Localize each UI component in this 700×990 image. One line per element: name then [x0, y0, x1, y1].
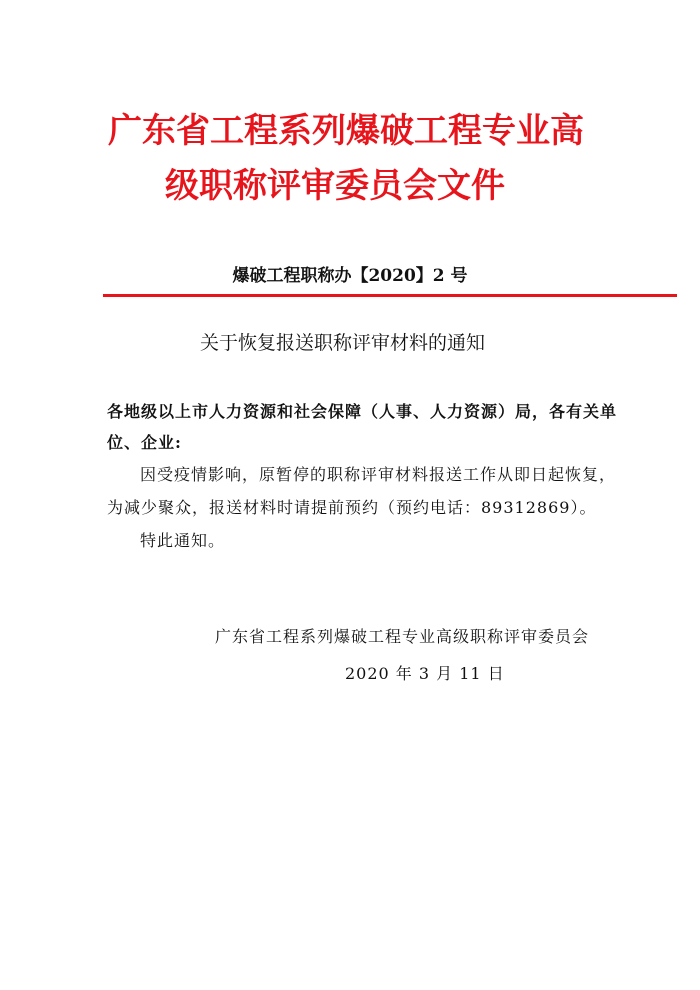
issuer-signature: 广东省工程系列爆破工程专业高级职称评审委员会 [215, 627, 590, 646]
document-number: 爆破工程职称办【2020】2 号 [232, 266, 468, 286]
addressee-line2: 位、企业: [107, 433, 182, 452]
addressee-line1: 各地级以上市人力资源和社会保障（人事、人力资源）局，各有关单 [107, 402, 618, 421]
closing-text: 特此通知。 [140, 531, 226, 550]
body-paragraph-line1: 因受疫情影响，原暂停的职称评审材料报送工作从即日起恢复， [140, 465, 617, 484]
issue-date: 2020 年 3 月 11 日 [345, 664, 505, 683]
document-title-line2: 级职称评审委员会文件 [165, 166, 505, 206]
notice-subject: 关于恢复报送职称评审材料的通知 [200, 332, 486, 354]
red-divider [103, 294, 677, 297]
body-paragraph-line2: 为减少聚众，报送材料时请提前预约（预约电话：89312869）。 [107, 498, 597, 517]
document-title-line1: 广东省工程系列爆破工程专业高 [108, 111, 584, 151]
